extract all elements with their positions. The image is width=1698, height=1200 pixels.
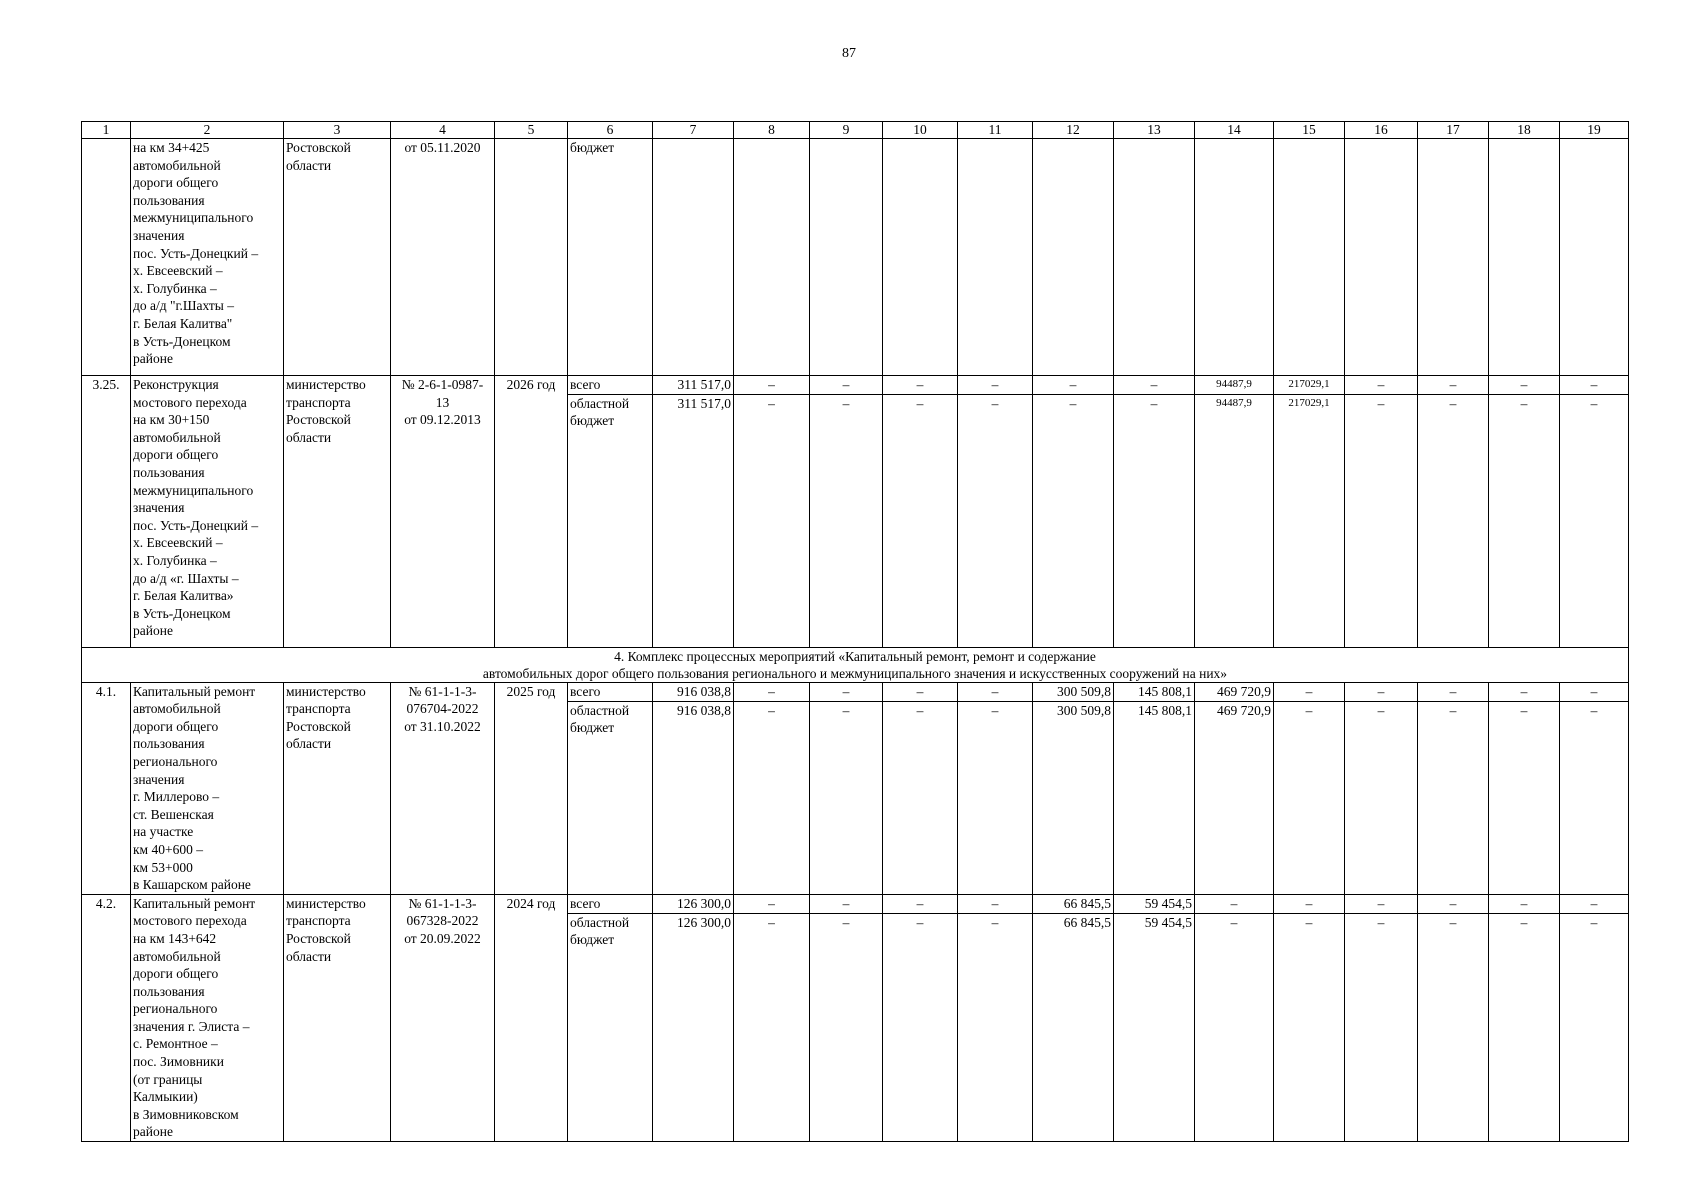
column-header: 14 <box>1195 122 1274 139</box>
dash-cell: – <box>1195 913 1274 1141</box>
dash-cell: – <box>810 394 883 647</box>
funding-source: областной бюджет <box>568 394 653 647</box>
measure-name: Капитальный ремонт автомобильной дороги общего пользования регионального значения г. Миллерово – ст. Вешенская на участке км 40+600 – км 53+000 в Кашарском районе <box>131 682 284 894</box>
dash-cell: – <box>1560 913 1629 1141</box>
value-cell <box>1114 139 1195 376</box>
dash-cell: – <box>810 894 883 913</box>
total-value: 126 300,0 <box>653 913 734 1141</box>
column-number-row <box>82 122 1629 139</box>
page-number: 87 <box>842 46 856 61</box>
funding-source: всего <box>568 682 653 701</box>
year-value: 300 509,8 <box>1033 682 1114 701</box>
year-cell: 2024 год <box>495 894 568 1141</box>
dash-cell: – <box>1418 376 1489 395</box>
row-number-cell: 4.2. <box>82 894 131 1141</box>
document-cell: от 05.11.2020 <box>391 139 495 376</box>
value-cell <box>734 139 810 376</box>
year-value: 145 808,1 <box>1114 682 1195 701</box>
year-value: 59 454,5 <box>1114 894 1195 913</box>
value-cell <box>1489 139 1560 376</box>
dash-cell: – <box>958 394 1033 647</box>
dash-cell: – <box>1560 894 1629 913</box>
year-value: 469 720,9 <box>1195 682 1274 701</box>
total-value: 126 300,0 <box>653 894 734 913</box>
dash-cell: – <box>883 701 958 894</box>
dash-cell: – <box>958 376 1033 395</box>
measure-name: Реконструкция мостового перехода на км 30+150 автомобильной дороги общего пользования межмуниципального значения пос. Усть-Донецкий – х. Евсеевский – х. Голубинка – до а/д «г. Шахты – г. Белая Калитва» в Усть-Донецком районе <box>131 376 284 648</box>
column-header: 10 <box>883 122 958 139</box>
row-number-cell: 4.1. <box>82 682 131 894</box>
dash-cell: – <box>734 701 810 894</box>
funding-source: всего <box>568 894 653 913</box>
column-header: 6 <box>568 122 653 139</box>
dash-cell: – <box>1114 376 1195 395</box>
column-header: 3 <box>284 122 391 139</box>
dash-cell: – <box>1489 913 1560 1141</box>
value-cell <box>958 139 1033 376</box>
dash-cell: – <box>1489 394 1560 647</box>
dash-cell: – <box>1345 682 1418 701</box>
section-heading-row <box>82 647 1629 682</box>
column-header: 5 <box>495 122 568 139</box>
year-value: 66 845,5 <box>1033 913 1114 1141</box>
column-header: 13 <box>1114 122 1195 139</box>
value-cell <box>1560 139 1629 376</box>
dash-cell: – <box>1418 701 1489 894</box>
column-header: 1 <box>82 122 131 139</box>
column-header: 19 <box>1560 122 1629 139</box>
dash-cell: – <box>958 701 1033 894</box>
column-header: 15 <box>1274 122 1345 139</box>
document-cell: № 61-1-1-3- 067328-2022 от 20.09.2022 <box>391 894 495 1141</box>
total-value: 916 038,8 <box>653 682 734 701</box>
dash-cell: – <box>1274 913 1345 1141</box>
dash-cell: – <box>734 376 810 395</box>
year-value: 94487,9 <box>1195 394 1274 647</box>
dash-cell: – <box>1345 913 1418 1141</box>
dash-cell: – <box>734 913 810 1141</box>
value-cell <box>1345 139 1418 376</box>
dash-cell: – <box>1418 682 1489 701</box>
dash-cell: – <box>883 682 958 701</box>
year-value: 300 509,8 <box>1033 701 1114 894</box>
column-header: 9 <box>810 122 883 139</box>
column-header: 12 <box>1033 122 1114 139</box>
dash-cell: – <box>1560 376 1629 395</box>
table-row-total <box>82 376 1629 395</box>
dash-cell: – <box>1560 394 1629 647</box>
funding-source: всего <box>568 376 653 395</box>
row-number-cell: 3.25. <box>82 376 131 648</box>
dash-cell: – <box>1418 913 1489 1141</box>
dash-cell: – <box>1560 701 1629 894</box>
dash-cell: – <box>1345 376 1418 395</box>
column-header: 11 <box>958 122 1033 139</box>
row-number-cell <box>82 139 131 376</box>
column-header: 2 <box>131 122 284 139</box>
dash-cell: – <box>1274 701 1345 894</box>
value-cell <box>653 139 734 376</box>
document-cell: № 2-6-1-0987- 13 от 09.12.2013 <box>391 376 495 648</box>
dash-cell: – <box>883 376 958 395</box>
column-header: 16 <box>1345 122 1418 139</box>
dash-cell: – <box>1274 682 1345 701</box>
dash-cell: – <box>1418 394 1489 647</box>
value-cell <box>1274 139 1345 376</box>
executor-cell: министерство транспорта Ростовской области <box>284 376 391 648</box>
dash-cell: – <box>1489 376 1560 395</box>
year-value: 59 454,5 <box>1114 913 1195 1141</box>
funding-source: областной бюджет <box>568 913 653 1141</box>
total-value: 916 038,8 <box>653 701 734 894</box>
year-value: 217029,1 <box>1274 394 1345 647</box>
dash-cell: – <box>1195 894 1274 913</box>
year-cell: 2025 год <box>495 682 568 894</box>
dash-cell: – <box>958 894 1033 913</box>
value-cell <box>810 139 883 376</box>
year-value: 94487,9 <box>1195 376 1274 395</box>
column-header: 18 <box>1489 122 1560 139</box>
year-value: 66 845,5 <box>1033 894 1114 913</box>
funding-source: бюджет <box>568 139 653 376</box>
dash-cell: – <box>1418 894 1489 913</box>
dash-cell: – <box>1033 394 1114 647</box>
dash-cell: – <box>1489 701 1560 894</box>
dash-cell: – <box>734 682 810 701</box>
dash-cell: – <box>810 682 883 701</box>
table-row-total <box>82 682 1629 701</box>
value-cell <box>1195 139 1274 376</box>
column-header: 17 <box>1418 122 1489 139</box>
funding-source: областной бюджет <box>568 701 653 894</box>
executor-cell: Ростовской области <box>284 139 391 376</box>
year-cell <box>495 139 568 376</box>
dash-cell: – <box>1560 682 1629 701</box>
dash-cell: – <box>1489 894 1560 913</box>
dash-cell: – <box>734 894 810 913</box>
dash-cell: – <box>1274 894 1345 913</box>
dash-cell: – <box>810 376 883 395</box>
column-header: 7 <box>653 122 734 139</box>
document-cell: № 61-1-1-3- 076704-2022 от 31.10.2022 <box>391 682 495 894</box>
value-cell <box>1033 139 1114 376</box>
dash-cell: – <box>1489 682 1560 701</box>
dash-cell: – <box>810 701 883 894</box>
dash-cell: – <box>810 913 883 1141</box>
dash-cell: – <box>958 682 1033 701</box>
executor-cell: министерство транспорта Ростовской области <box>284 682 391 894</box>
total-value: 311 517,0 <box>653 394 734 647</box>
dash-cell: – <box>958 913 1033 1141</box>
table-row-continued-item <box>82 139 1629 376</box>
value-cell <box>1418 139 1489 376</box>
dash-cell: – <box>1033 376 1114 395</box>
executor-cell: министерство транспорта Ростовской области <box>284 894 391 1141</box>
year-value: 145 808,1 <box>1114 701 1195 894</box>
dash-cell: – <box>1345 394 1418 647</box>
measure-name: Капитальный ремонт мостового перехода на км 143+642 автомобильной дороги общего пользования регионального значения г. Элиста – с. Ремонтное – пос. Зимовники (от границы Калмыкии) в Зимовниковском районе <box>131 894 284 1141</box>
dash-cell: – <box>734 394 810 647</box>
dash-cell: – <box>883 913 958 1141</box>
total-value: 311 517,0 <box>653 376 734 395</box>
year-value: 217029,1 <box>1274 376 1345 395</box>
dash-cell: – <box>1345 701 1418 894</box>
section-title: 4. Комплекс процессных мероприятий «Капитальный ремонт, ремонт и содержание автомобильных дорог общего пользования регионального и межмуниципального значения и искусственных сооружений на них» <box>82 647 1629 682</box>
dash-cell: – <box>1114 394 1195 647</box>
table-row-total <box>82 894 1629 913</box>
dash-cell: – <box>883 894 958 913</box>
measure-name: на км 34+425 автомобильной дороги общего пользования межмуниципального значения пос. Усть-Донецкий – х. Евсеевский – х. Голубинка – до а/д "г.Шахты – г. Белая Калитва" в Усть-Донецком районе <box>131 139 284 376</box>
year-value: 469 720,9 <box>1195 701 1274 894</box>
program-table <box>81 121 1629 1142</box>
dash-cell: – <box>883 394 958 647</box>
column-header: 8 <box>734 122 810 139</box>
value-cell <box>883 139 958 376</box>
year-cell: 2026 год <box>495 376 568 648</box>
dash-cell: – <box>1345 894 1418 913</box>
column-header: 4 <box>391 122 495 139</box>
